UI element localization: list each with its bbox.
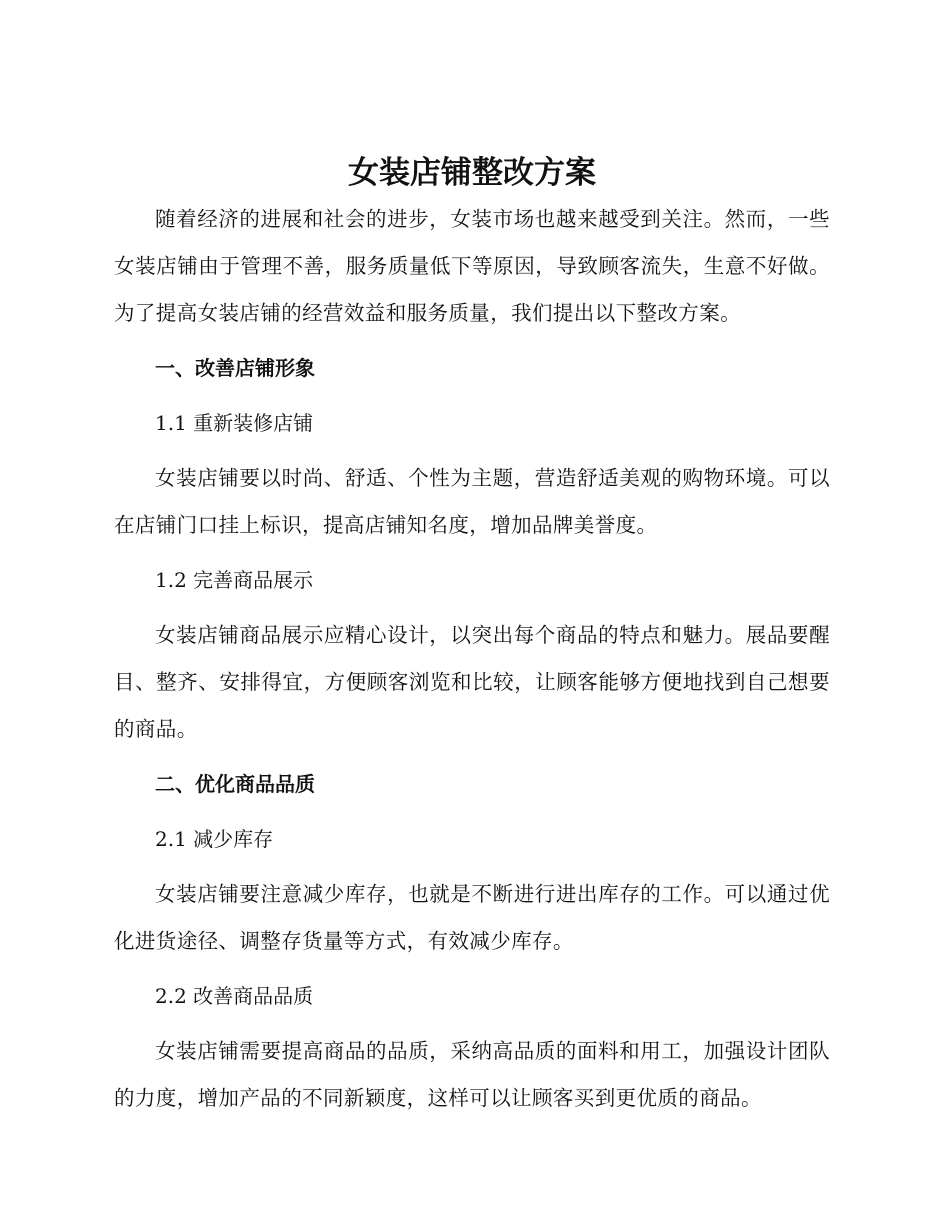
subsection-paragraph: 女装店铺需要提高商品的品质，采纳高品质的面料和用工，加强设计团队的力度，增加产品的不同新颖度，这样可以让顾客买到更优质的商品。 <box>114 1039 830 1110</box>
intro-paragraph: 随着经济的进展和社会的进步，女装市场也越来越受到关注。然而，一些女装店铺由于管理不善，服务质量低下等原因，导致顾客流失，生意不好做。为了提高女装店铺的经营效益和服务质量，我们提出以下整改方案。 <box>114 207 830 325</box>
subsection-paragraph: 女装店铺要以时尚、舒适、个性为主题，营造舒适美观的购物环境。可以在店铺门口挂上标识，提高店铺知名度，增加品牌美誉度。 <box>114 466 830 537</box>
subsection-heading: 1.1 重新装修店铺 <box>155 411 314 435</box>
section-1 <box>114 345 830 753</box>
section-heading: 二、优化商品品质 <box>155 772 315 796</box>
subsection-heading: 1.2 完善商品展示 <box>155 568 314 592</box>
subsection-paragraph: 女装店铺要注意减少库存，也就是不断进行进出库存的工作。可以通过优化进货途径、调整存货量等方式，有效减少库存。 <box>114 882 830 953</box>
document-title: 女装店铺整改方案 <box>348 155 596 191</box>
document-body <box>114 148 830 1122</box>
subsection-paragraph: 女装店铺商品展示应精心设计，以突出每个商品的特点和魅力。展品要醒目、整齐、安排得宜，方便顾客浏览和比较，让顾客能够方便地找到自己想要的商品。 <box>114 623 830 741</box>
subsection-heading: 2.2 改善商品品质 <box>155 984 314 1008</box>
section-2 <box>114 761 830 1122</box>
section-heading: 一、改善店铺形象 <box>155 356 315 380</box>
subsection-heading: 2.1 减少库存 <box>155 827 274 851</box>
